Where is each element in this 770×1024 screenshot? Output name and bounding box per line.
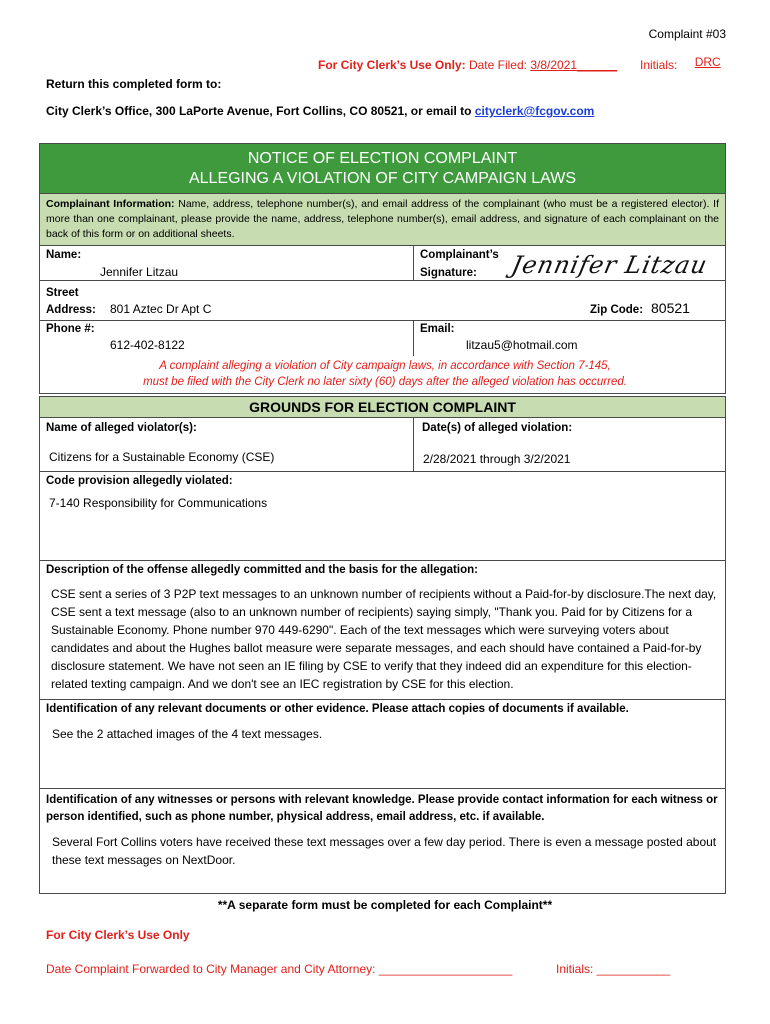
date-filed-label: Date Filed:	[468, 58, 527, 72]
name-label: Name:	[46, 249, 82, 261]
divider	[40, 699, 725, 700]
clerk-email-link[interactable]: cityclerk@fcgov.com	[474, 104, 595, 118]
clerk-use-line	[318, 58, 617, 72]
signature-field[interactable]: Jennifer Litzau	[509, 251, 711, 279]
divider	[413, 320, 414, 356]
complainant-section	[39, 143, 726, 394]
filing-deadline-line2: must be filed with the City Clerk no later sixty (60) days after the alleged violation has occurred.	[143, 376, 627, 388]
signature-label-2: Signature:	[420, 267, 477, 279]
code-provision-label: Code provision allegedly violated:	[46, 475, 233, 487]
documents-field[interactable]: See the 2 attached images of the 4 text messages.	[52, 727, 323, 741]
divider	[40, 280, 725, 281]
violator-field[interactable]: Citizens for a Sustainable Economy (CSE)	[49, 450, 275, 464]
description-label: Description of the offense allegedly committed and the basis for the allegation:	[46, 564, 478, 576]
divider	[40, 560, 725, 561]
violation-dates-field[interactable]: 2/28/2021 through 3/2/2021	[423, 452, 571, 466]
phone-label: Phone #:	[46, 323, 95, 335]
witnesses-field[interactable]: Several Fort Collins voters have received these text messages over a few day period. There is even a message posted about these text messages on NextDoor.	[52, 835, 717, 867]
form-title	[40, 144, 725, 194]
initials-top	[640, 55, 727, 72]
complainant-info	[40, 194, 725, 246]
return-label: Return this completed form to:	[46, 77, 222, 91]
zip-field[interactable]: 80521	[651, 300, 690, 316]
zip-label: Zip Code:	[590, 304, 644, 316]
date-filed-value: 3/8/2021	[530, 58, 578, 72]
filing-deadline-note	[0, 358, 770, 390]
divider	[40, 320, 725, 321]
documents-label: Identification of any relevant documents or other evidence. Please attach copies of documents if available.	[46, 703, 629, 715]
form-title-line2: ALLEGING A VIOLATION OF CITY CAMPAIGN LAWS	[188, 170, 577, 187]
violator-label: Name of alleged violator(s):	[46, 422, 197, 434]
violation-dates-label: Date(s) of alleged violation:	[422, 422, 573, 434]
separate-form-note: **A separate form must be completed for each Complaint**	[217, 898, 553, 912]
email-label: Email:	[420, 323, 455, 335]
signature-label-1: Complainant’s	[420, 249, 499, 261]
grounds-title: GROUNDS FOR ELECTION COMPLAINT	[40, 397, 725, 418]
filing-deadline-line1: A complaint alleging a violation of City campaign laws, in accordance with Section 7-145,	[159, 360, 611, 372]
forwarded-initials-line: Initials: ___________	[556, 962, 671, 976]
witnesses-label: Identification of any witnesses or persons with relevant knowledge. Please provide contact information for each witness or person identified, such as phone number, physical address, email address, etc. if available.	[46, 794, 718, 823]
email-field[interactable]: litzau5@hotmail.com	[466, 338, 578, 352]
divider	[413, 418, 414, 471]
description-field[interactable]: CSE sent a series of 3 P2P text messages to an unknown number of recipients without a Paid-for-by disclosure.The next day, CSE sent a text message (also to an unknown number of recipients) saying simply, "Thank you. Paid for by Citizens for a Sustainable Economy. Phone number 970 449-6290". Each of the text messages which were surveying voters about candidates and about the Hughes ballot measure were separate messages, and each should have contained a Paid-for-by disclosure statement. We have not seen an IE filing by CSE to verify that they indeed did an expenditure for this election-related texting campaign. And we don't see an IEC registration by CSE for this election.	[51, 587, 717, 691]
grounds-section	[39, 396, 726, 894]
complainant-info-text: Name, address, telephone number(s), and email address of the complainant (who must be a registered elector). If more than one complainant, please provide the name, address, telephone number(s), email address, and signature of each complainant on the back of this form or on additional sheets.	[46, 198, 719, 240]
street-label-1: Street	[46, 287, 79, 299]
divider	[40, 471, 725, 472]
street-address-field[interactable]: 801 Aztec Dr Apt C	[110, 302, 212, 316]
initials-value: DRC	[694, 55, 721, 69]
complainant-info-label: Complainant Information:	[46, 198, 175, 210]
divider	[40, 788, 725, 789]
address-text: City Clerk’s Office, 300 LaPorte Avenue, Fort Collins, CO 80521, or email to	[46, 104, 472, 118]
code-provision-field[interactable]: 7-140 Responsibility for Communications	[49, 496, 268, 510]
clerk-only-heading: For City Clerk’s Use Only	[46, 928, 190, 942]
address-line	[46, 104, 594, 118]
forwarded-date-line: Date Complaint Forwarded to City Manager and City Attorney: ____________________	[46, 962, 513, 976]
initials-label: Initials:	[640, 58, 678, 72]
form-title-line1: NOTICE OF ELECTION COMPLAINT	[247, 150, 518, 167]
complaint-number: Complaint #03	[648, 27, 726, 41]
divider	[413, 246, 414, 280]
phone-field[interactable]: 612-402-8122	[110, 338, 185, 352]
name-field[interactable]: Jennifer Litzau	[100, 265, 179, 279]
street-label-2: Address:	[46, 304, 96, 316]
date-filed-trail: ______	[577, 58, 618, 72]
clerk-use-label: For City Clerk’s Use Only:	[318, 58, 466, 72]
